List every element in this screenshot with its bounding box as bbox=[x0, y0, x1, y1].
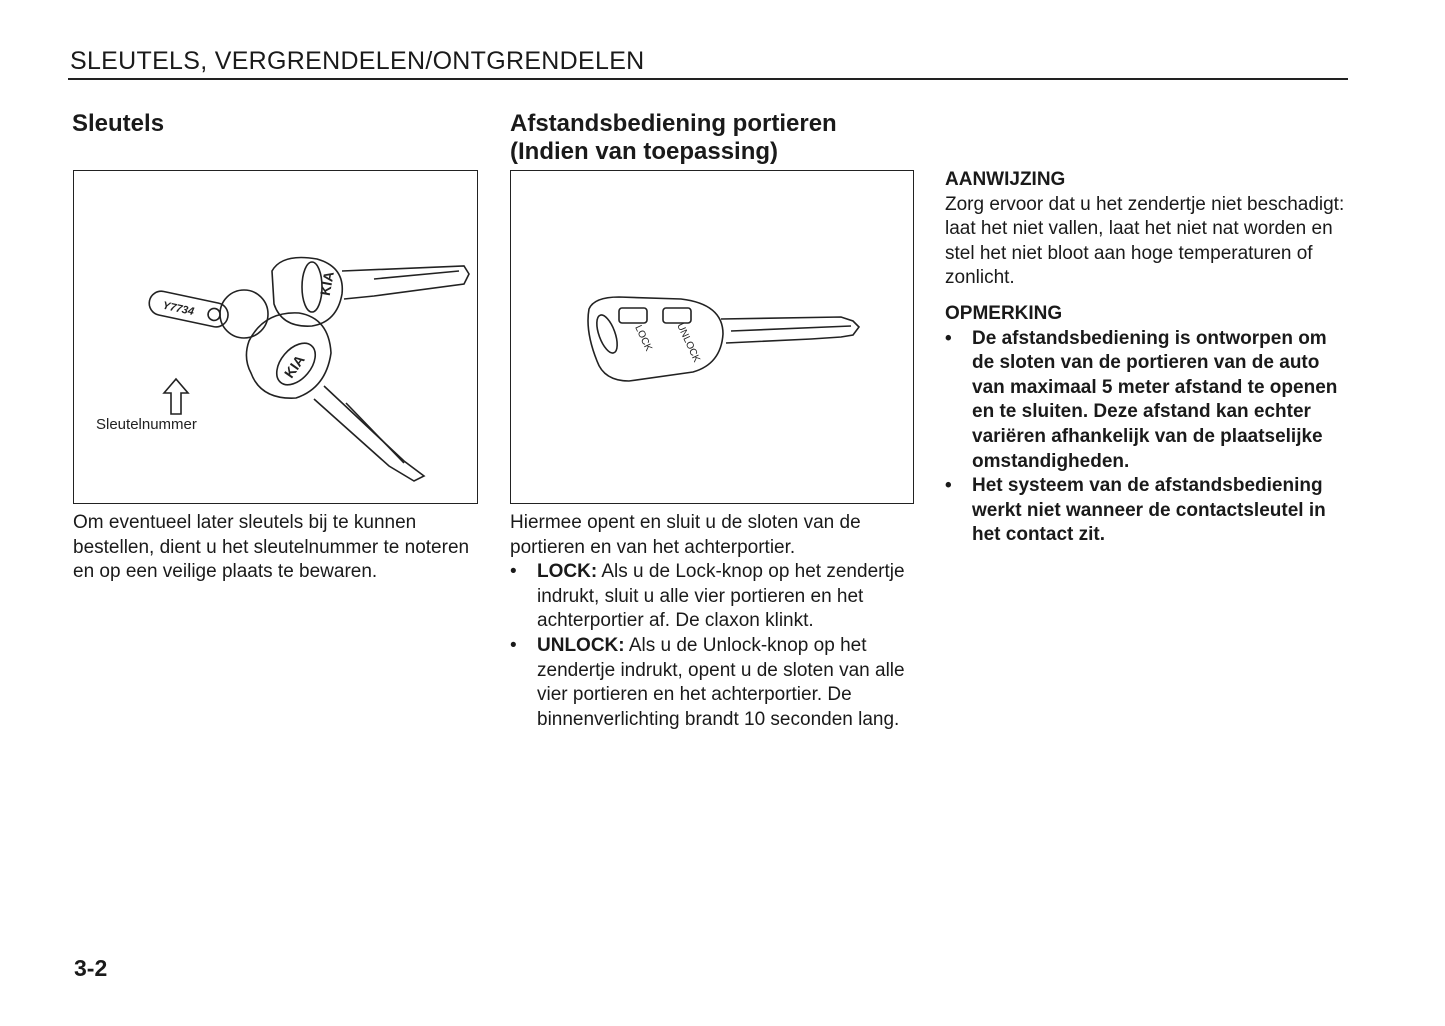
remote-fob bbox=[588, 297, 723, 381]
note-title: AANWIJZING bbox=[945, 169, 1066, 190]
unlock-text: Als u de Unlock-knop op het zendertje indrukt, opent u de sloten van alle vier portieren en het achterportier. De binnenverlichting brandt 10 seconden lang. bbox=[537, 634, 905, 730]
remote-illustration bbox=[510, 170, 914, 504]
key-tag bbox=[147, 289, 230, 329]
lock-button bbox=[619, 308, 647, 323]
svg-text:LOCK: LOCK bbox=[632, 323, 654, 353]
svg-text:KIA: KIA bbox=[316, 270, 337, 297]
lower-key bbox=[246, 313, 424, 481]
remark-item: • De afstandsbediening is ontworpen om de sloten van de portieren van de auto van maximaal 5 meter afstand te openen en te sluiten. Deze afstand kan echter variëren afhankelijk van de plaatselijke omstandigheden. bbox=[945, 327, 1345, 475]
remark-title: OPMERKING bbox=[945, 302, 1063, 324]
remark-list bbox=[945, 327, 1345, 548]
page-number: 3-2 bbox=[74, 955, 108, 981]
svg-text:Y7734: Y7734 bbox=[161, 299, 196, 319]
remark-item: • Het systeem van de afstandsbediening werkt niet wanneer de contactsleutel in het contact zit. bbox=[945, 474, 1345, 548]
svg-text:UNLOCK: UNLOCK bbox=[674, 321, 702, 365]
list-item-lock bbox=[510, 560, 910, 634]
svg-text:KIA: KIA bbox=[280, 351, 308, 381]
remote-heading bbox=[510, 110, 837, 166]
remote-function-list bbox=[510, 560, 910, 732]
unlock-term: UNLOCK: bbox=[537, 634, 625, 656]
keys-heading: Sleutels bbox=[72, 110, 165, 137]
keys-body: Om eventueel later sleutels bij te kunnen bestellen, dient u het sleutelnummer te noteren en op een veilige plaats te bewaren. bbox=[73, 512, 470, 583]
arrow-up-icon bbox=[164, 379, 188, 414]
keys-illustration bbox=[73, 170, 478, 504]
remote-heading-line1: Afstandsbediening portieren bbox=[510, 110, 837, 137]
key-number-label: Sleutelnummer bbox=[96, 416, 197, 433]
list-item-unlock bbox=[510, 634, 910, 732]
lock-term: LOCK: bbox=[537, 561, 598, 583]
remote-key-drawing bbox=[511, 171, 913, 503]
note-text: Zorg ervoor dat u het zendertje niet beschadigt: laat het niet vallen, laat het niet nat worden en stel het niet bloot aan hoge temperaturen of zonlicht. bbox=[945, 193, 1345, 289]
remote-intro: Hiermee opent en sluit u de sloten van de portieren en van het achterportier. bbox=[510, 512, 861, 558]
key-ring bbox=[220, 290, 268, 338]
unlock-button bbox=[663, 308, 691, 323]
keys-drawing bbox=[74, 171, 477, 503]
remote-heading-line2: (Indien van toepassing) bbox=[510, 138, 779, 165]
notes-column bbox=[945, 168, 1345, 548]
lock-text: Als u de Lock-knop op het zendertje indrukt, sluit u alle vier portieren en het achterportier af. De claxon klinkt. bbox=[537, 561, 905, 632]
header-rule bbox=[68, 78, 1348, 80]
section-title: SLEUTELS, VERGRENDELEN/ONTGRENDELEN bbox=[70, 47, 645, 75]
remote-body bbox=[510, 511, 910, 732]
upper-key bbox=[272, 258, 469, 327]
